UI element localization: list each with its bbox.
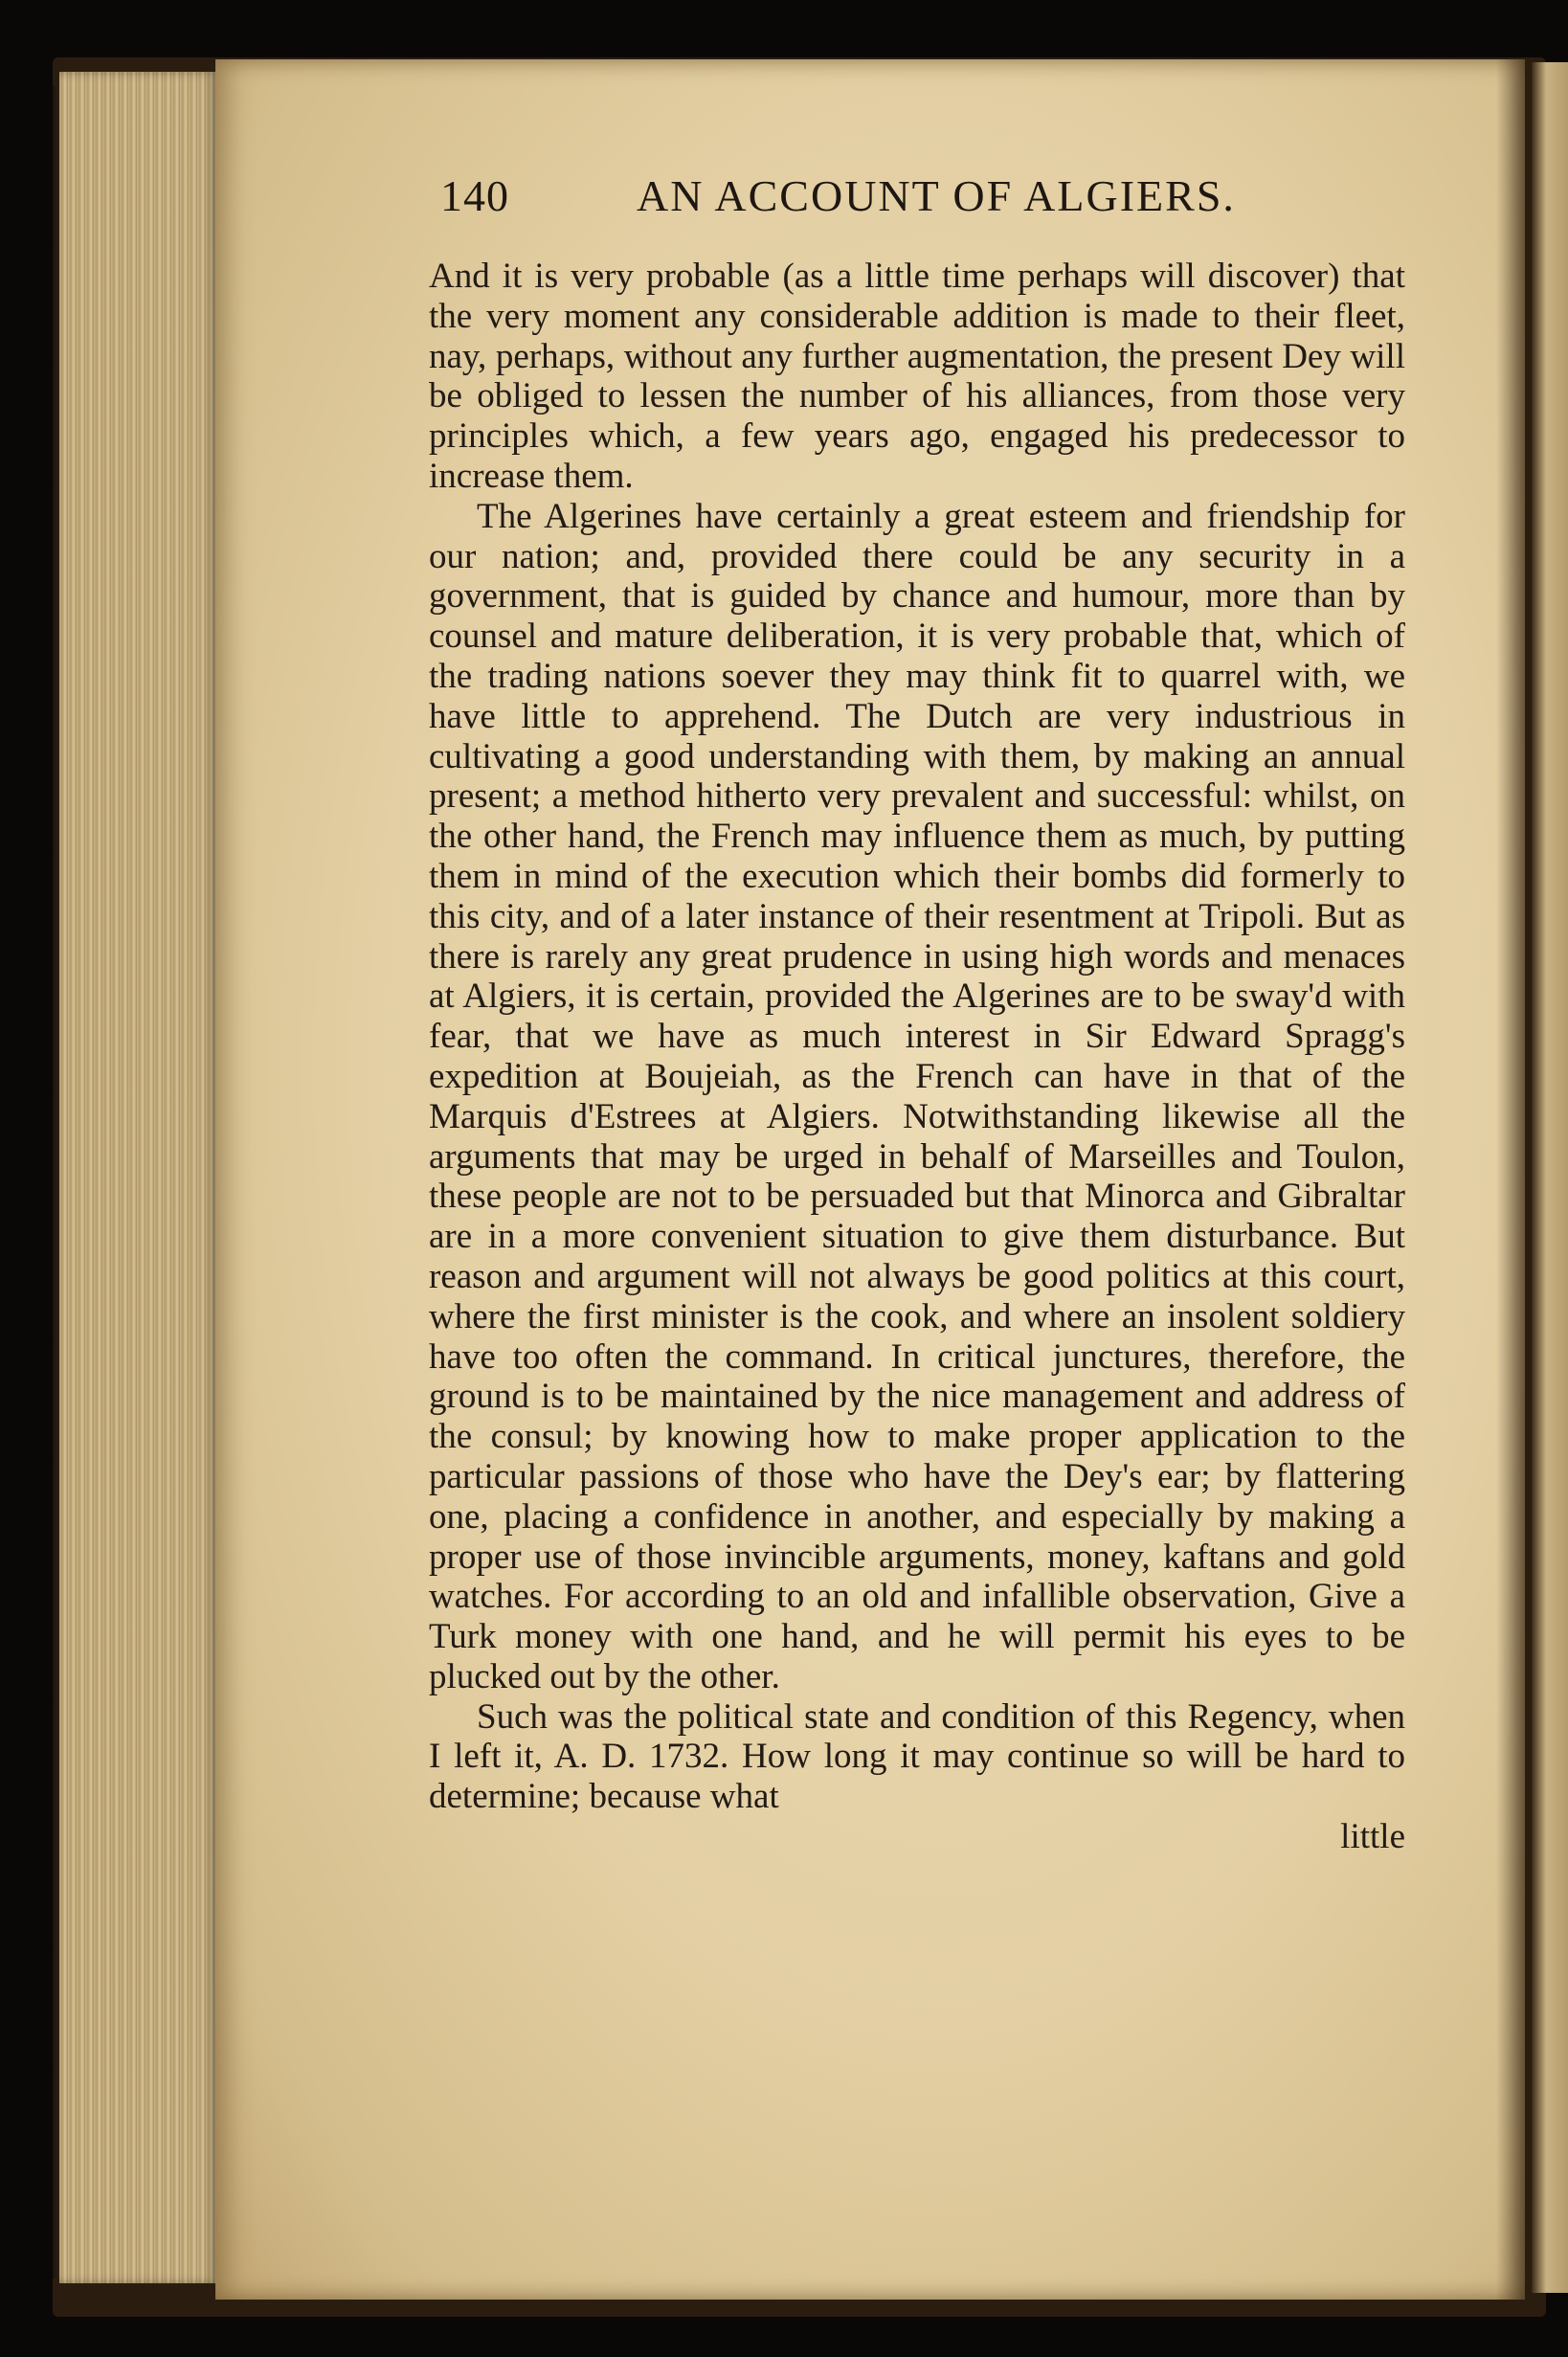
page-gutter <box>1496 59 1525 2300</box>
body-text <box>429 257 1405 1857</box>
catchword: little <box>1340 1817 1405 1857</box>
paragraph: And it is very probable (as a little time perhaps will discover) that the very moment any considerable addition is made to their fleet, nay, perhaps, without any further augmentation, the present Dey will be obliged to lessen the number of his alliances, from those very principles which, a few years ago, engaged his predecessor to increase them. <box>429 257 1405 496</box>
running-title: AN ACCOUNT OF ALGIERS. <box>637 171 1236 220</box>
paragraph: Such was the political state and condition of this Regency, when I left it, A. D. 1732. How long it may continue so will be hard to determine; because what <box>429 1696 1405 1817</box>
page-number: 140 <box>440 171 509 220</box>
facing-page-edge <box>1532 62 1568 2293</box>
page-edges <box>59 72 217 2283</box>
page-header <box>215 170 1307 228</box>
paragraph: The Algerines have certainly a great esteem and friendship for our nation; and, provided there could be any security in a government, that is guided by chance and humour, more than by counsel and mature deliberation, it is very probable that, which of the trading nations soever they may think fit to quarrel with, we have little to apprehend. The Dutch are very industrious in cultivating a good understanding with them, by making an annual present; a method hitherto very prevalent and successful: whilst, on the other hand, the French may influence them as much, by putting them in mind of the execution which their bombs did formerly to this city, and of a later instance of their resentment at Tripoli. But as there is rarely any great prudence in using high words and menaces at Algiers, it is certain, provided the Algerines are to be sway'd with fear, that we have as much interest in Sir Edward Spragg's expedition at Boujeiah, as the French can have in that of the Marquis d'Estrees at Algiers. Notwithstanding likewise all the arguments that may be urged in behalf of Marseilles and Toulon, these people are not to be persuaded but that Minorca and Gibraltar are in a more convenient situation to give them disturbance. But reason and argument will not always be good politics at this court, where the first minister is the cook, and where an insolent soldiery have too often the command. In critical junctures, therefore, the ground is to be maintained by the nice management and address of the consul; by knowing how to make proper application to the particular passions of those who have the Dey's ear; by flattering one, placing a confidence in another, and especially by making a proper use of those invincible arguments, money, kaftans and gold watches. For according to an old and infallible observation, Give a Turk money with one hand, and he will permit his eyes to be plucked out by the other. <box>429 496 1405 1696</box>
